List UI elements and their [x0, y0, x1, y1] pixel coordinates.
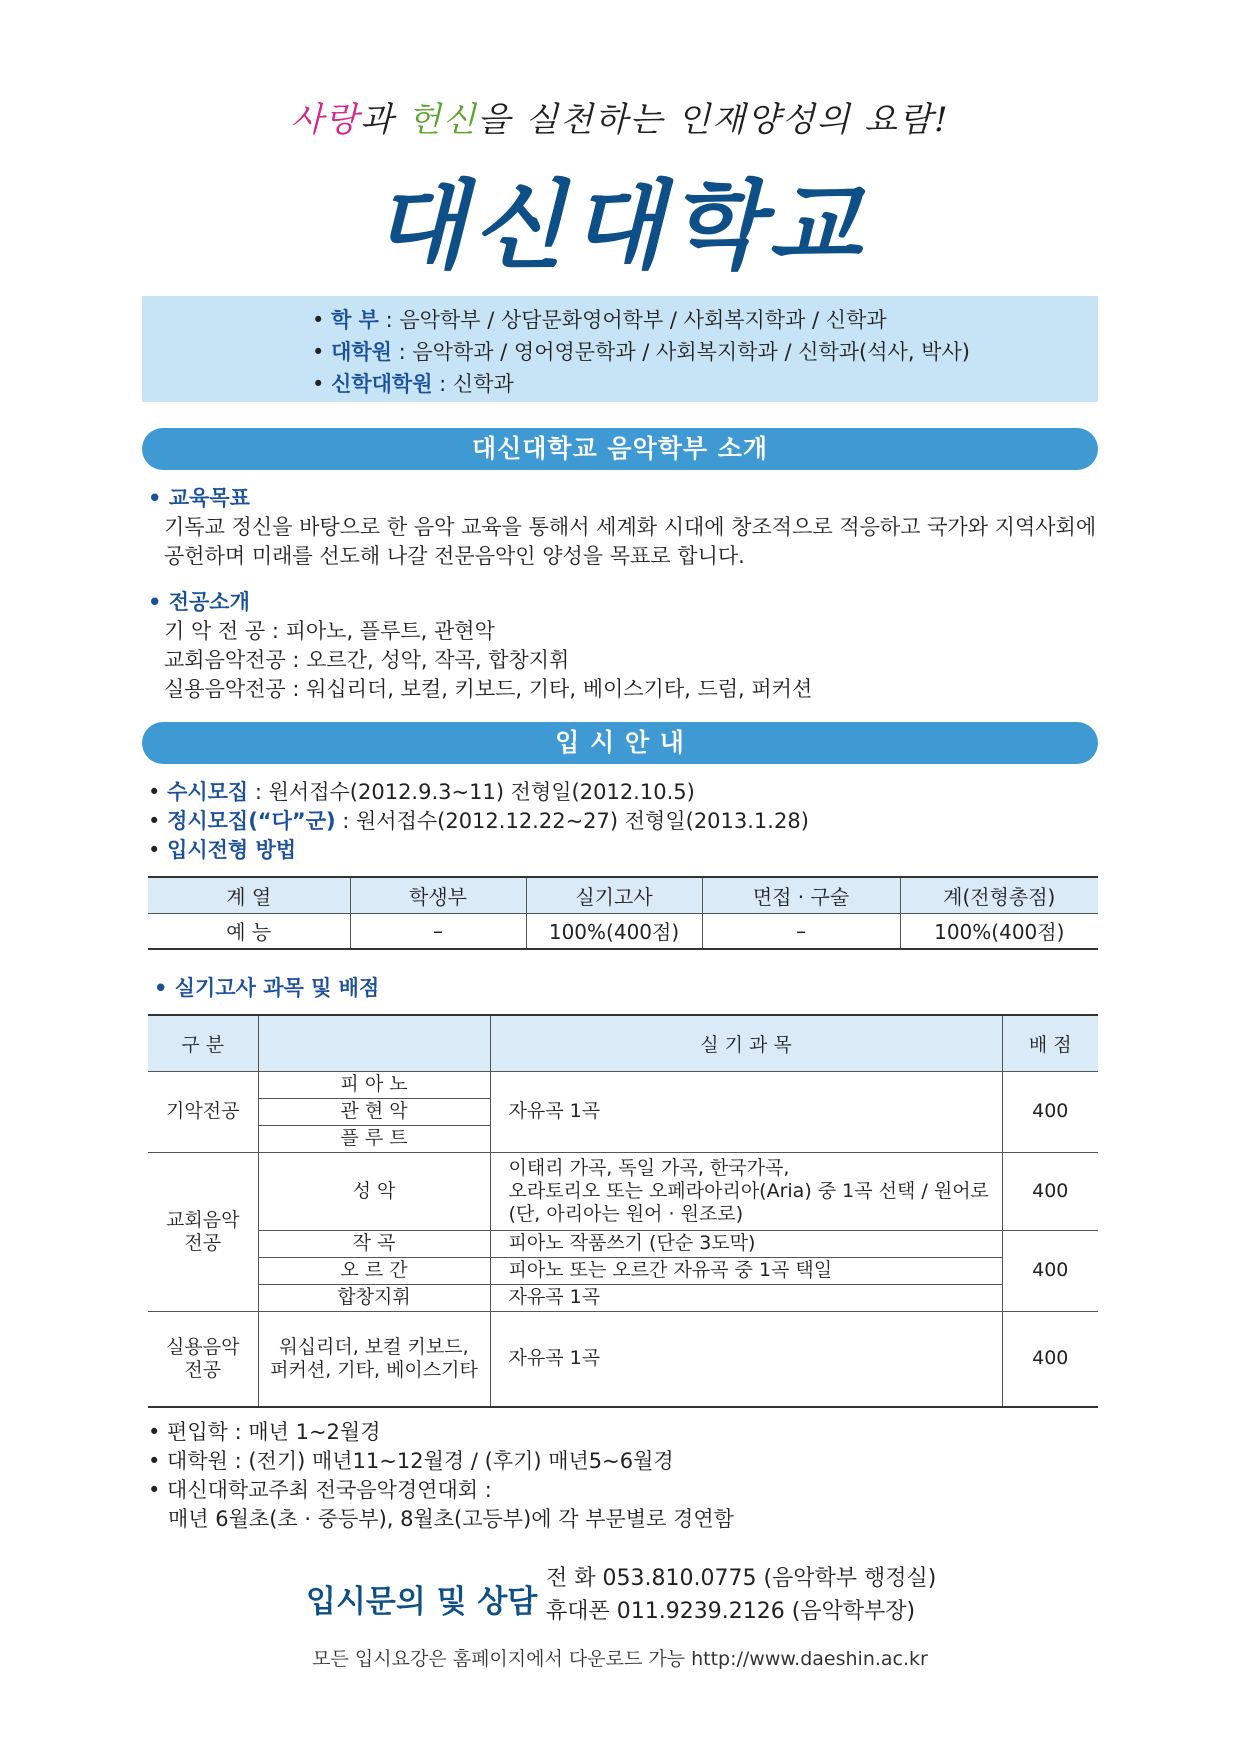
score-cell: 400: [1002, 1152, 1098, 1230]
table-header: 실기고사: [526, 877, 702, 913]
sub-major: 작 곡: [258, 1230, 490, 1257]
sub-major: 합창지휘: [258, 1284, 490, 1311]
slogan-text-1: 과: [360, 100, 408, 140]
department-value: : 음악학부 / 상담문화영어학부 / 사회복지학과 / 신학과: [378, 308, 887, 332]
table-row: [148, 1257, 1098, 1284]
slogan-text-2: 을 실천하는 인재양성의 요람!: [477, 100, 950, 140]
table-row: [148, 1311, 1098, 1407]
table-header-row: [148, 1015, 1098, 1071]
table-cell: 100%(400점): [900, 913, 1098, 949]
admission-line-regular: • 정시모집(“다”군) : 원서접수(2012.12.22~27) 전형일(2013.1.28): [148, 809, 809, 833]
intro-section-bar: 대신대학교 음악학부 소개: [142, 428, 1098, 470]
admission-line-early: • 수시모집 : 원서접수(2012.9.3~11) 전형일(2012.10.5): [148, 780, 695, 804]
table-cell: 100%(400점): [526, 913, 702, 949]
note-line: • 대학원 : (전기) 매년11~12월경 / (후기) 매년5~6월경: [148, 1449, 674, 1473]
table-header: 계(전형총점): [900, 877, 1098, 913]
education-goal-section: [148, 484, 1096, 571]
score-cell: 400: [1002, 1230, 1098, 1311]
sub-major: 관 현 악: [258, 1098, 490, 1125]
subject-cell: 자유곡 1곡: [490, 1071, 1002, 1152]
subject-cell: 이태리 가곡, 독일 가곡, 한국가곡, 오라토리오 또는 오페라아리아(Aria) 중 1곡 선택 / 원어로 (단, 아리아는 원어 · 원조로): [490, 1152, 1002, 1230]
contact-lines: [546, 1562, 936, 1628]
table-cell: –: [702, 913, 900, 949]
contact-mobile: 휴대폰 011.9239.2126 (음악학부장): [546, 1599, 916, 1624]
group-church-music: 교회음악 전공: [148, 1152, 258, 1311]
admission-method-table: [148, 876, 1098, 950]
table-header-row: [148, 877, 1098, 913]
sub-major: 오 르 간: [258, 1257, 490, 1284]
notes-section: [148, 1418, 734, 1534]
department-line-theology: • 신학대학원 : 신학과: [312, 372, 514, 396]
contact-label: 입시문의 및 상담: [306, 1584, 538, 1620]
major-line: 교회음악전공 : 오르간, 성악, 작곡, 합창지휘: [164, 648, 570, 672]
departments-box: [142, 296, 1098, 402]
majors-heading: • 전공소개: [148, 590, 250, 614]
group-instrumental: 기악전공: [148, 1071, 258, 1152]
group-applied-music: 실용음악 전공: [148, 1311, 258, 1407]
score-cell: 400: [1002, 1311, 1098, 1407]
note-line: • 편입학 : 매년 1~2월경: [148, 1420, 381, 1444]
table-row: [148, 1152, 1098, 1230]
subject-cell: 자유곡 1곡: [490, 1284, 1002, 1311]
note-line: 매년 6월초(초 · 중등부), 8월초(고등부)에 각 부문별로 경연함: [148, 1507, 734, 1531]
subject-cell: 피아노 또는 오르간 자유곡 중 1곡 택일: [490, 1257, 1002, 1284]
table-row: [148, 1230, 1098, 1257]
note-line: • 대신대학교주최 전국음악경연대회 :: [148, 1478, 492, 1502]
table-header: [258, 1015, 490, 1071]
practical-heading: • 실기고사 과목 및 배점: [154, 976, 380, 1000]
footer-download-note: 모든 입시요강은 홈페이지에서 다운로드 가능 http://www.daeshin.ac.kr: [312, 1648, 928, 1670]
table-header: 구 분: [148, 1015, 258, 1071]
admission-line-method: • 입시전형 방법: [148, 838, 297, 862]
university-title: 대신대학교: [373, 169, 867, 282]
contact-phone: 전 화 053.810.0775 (음악학부 행정실): [546, 1566, 937, 1591]
sub-major: 플 루 트: [258, 1125, 490, 1152]
slogan-devotion: 헌신: [407, 100, 478, 140]
department-line-grad: • 대학원 : 음악학과 / 영어영문학과 / 사회복지학과 / 신학과(석사, 박사): [312, 340, 970, 364]
table-header: 실 기 과 목: [490, 1015, 1002, 1071]
department-key: 학 부: [331, 308, 379, 332]
goal-line: 기독교 정신을 바탕으로 한 음악 교육을 통해서 세계화 시대에 창조적으로 적응하고 국가와 지역사회에: [164, 515, 1097, 539]
sub-major: 워십리더, 보컬 키보드, 퍼커션, 기타, 베이스기타: [258, 1311, 490, 1407]
goal-line: 공헌하며 미래를 선도해 나갈 전문음악인 양성을 목표로 합니다.: [164, 544, 745, 568]
practical-exam-table: [148, 1014, 1098, 1408]
admission-section: [148, 778, 809, 865]
department-value: : 음악학과 / 영어영문학과 / 사회복지학과 / 신학과(석사, 박사): [391, 340, 970, 364]
table-header: 배 점: [1002, 1015, 1098, 1071]
major-line: 실용음악전공 : 워십리더, 보컬, 키보드, 기타, 베이스기타, 드럼, 퍼커션: [164, 677, 813, 701]
table-row: [148, 913, 1098, 949]
sub-major: 피 아 노: [258, 1071, 490, 1098]
subject-cell: 자유곡 1곡: [490, 1311, 1002, 1407]
slogan-love: 사랑: [290, 100, 361, 140]
subject-cell: 피아노 작품쓰기 (단순 3도막): [490, 1230, 1002, 1257]
admission-section-bar: 입 시 안 내: [142, 722, 1098, 764]
table-cell: 예 능: [148, 913, 350, 949]
score-cell: 400: [1002, 1071, 1098, 1152]
department-line-undergrad: • 학 부 : 음악학부 / 상담문화영어학부 / 사회복지학과 / 신학과: [312, 308, 887, 332]
majors-section: [148, 588, 812, 704]
department-value: : 신학과: [432, 372, 514, 396]
table-header: 계 열: [148, 877, 350, 913]
table-header: 학생부: [350, 877, 526, 913]
table-cell: –: [350, 913, 526, 949]
table-row: [148, 1284, 1098, 1311]
slogan: [0, 92, 1240, 141]
table-header: 면접 · 구술: [702, 877, 900, 913]
table-row: [148, 1071, 1098, 1098]
major-line: 기 악 전 공 : 피아노, 플루트, 관현악: [164, 619, 495, 643]
department-key: 대학원: [331, 340, 392, 364]
goal-heading: • 교육목표: [148, 486, 250, 510]
department-key: 신학대학원: [331, 372, 433, 396]
sub-major: 성 악: [258, 1152, 490, 1230]
